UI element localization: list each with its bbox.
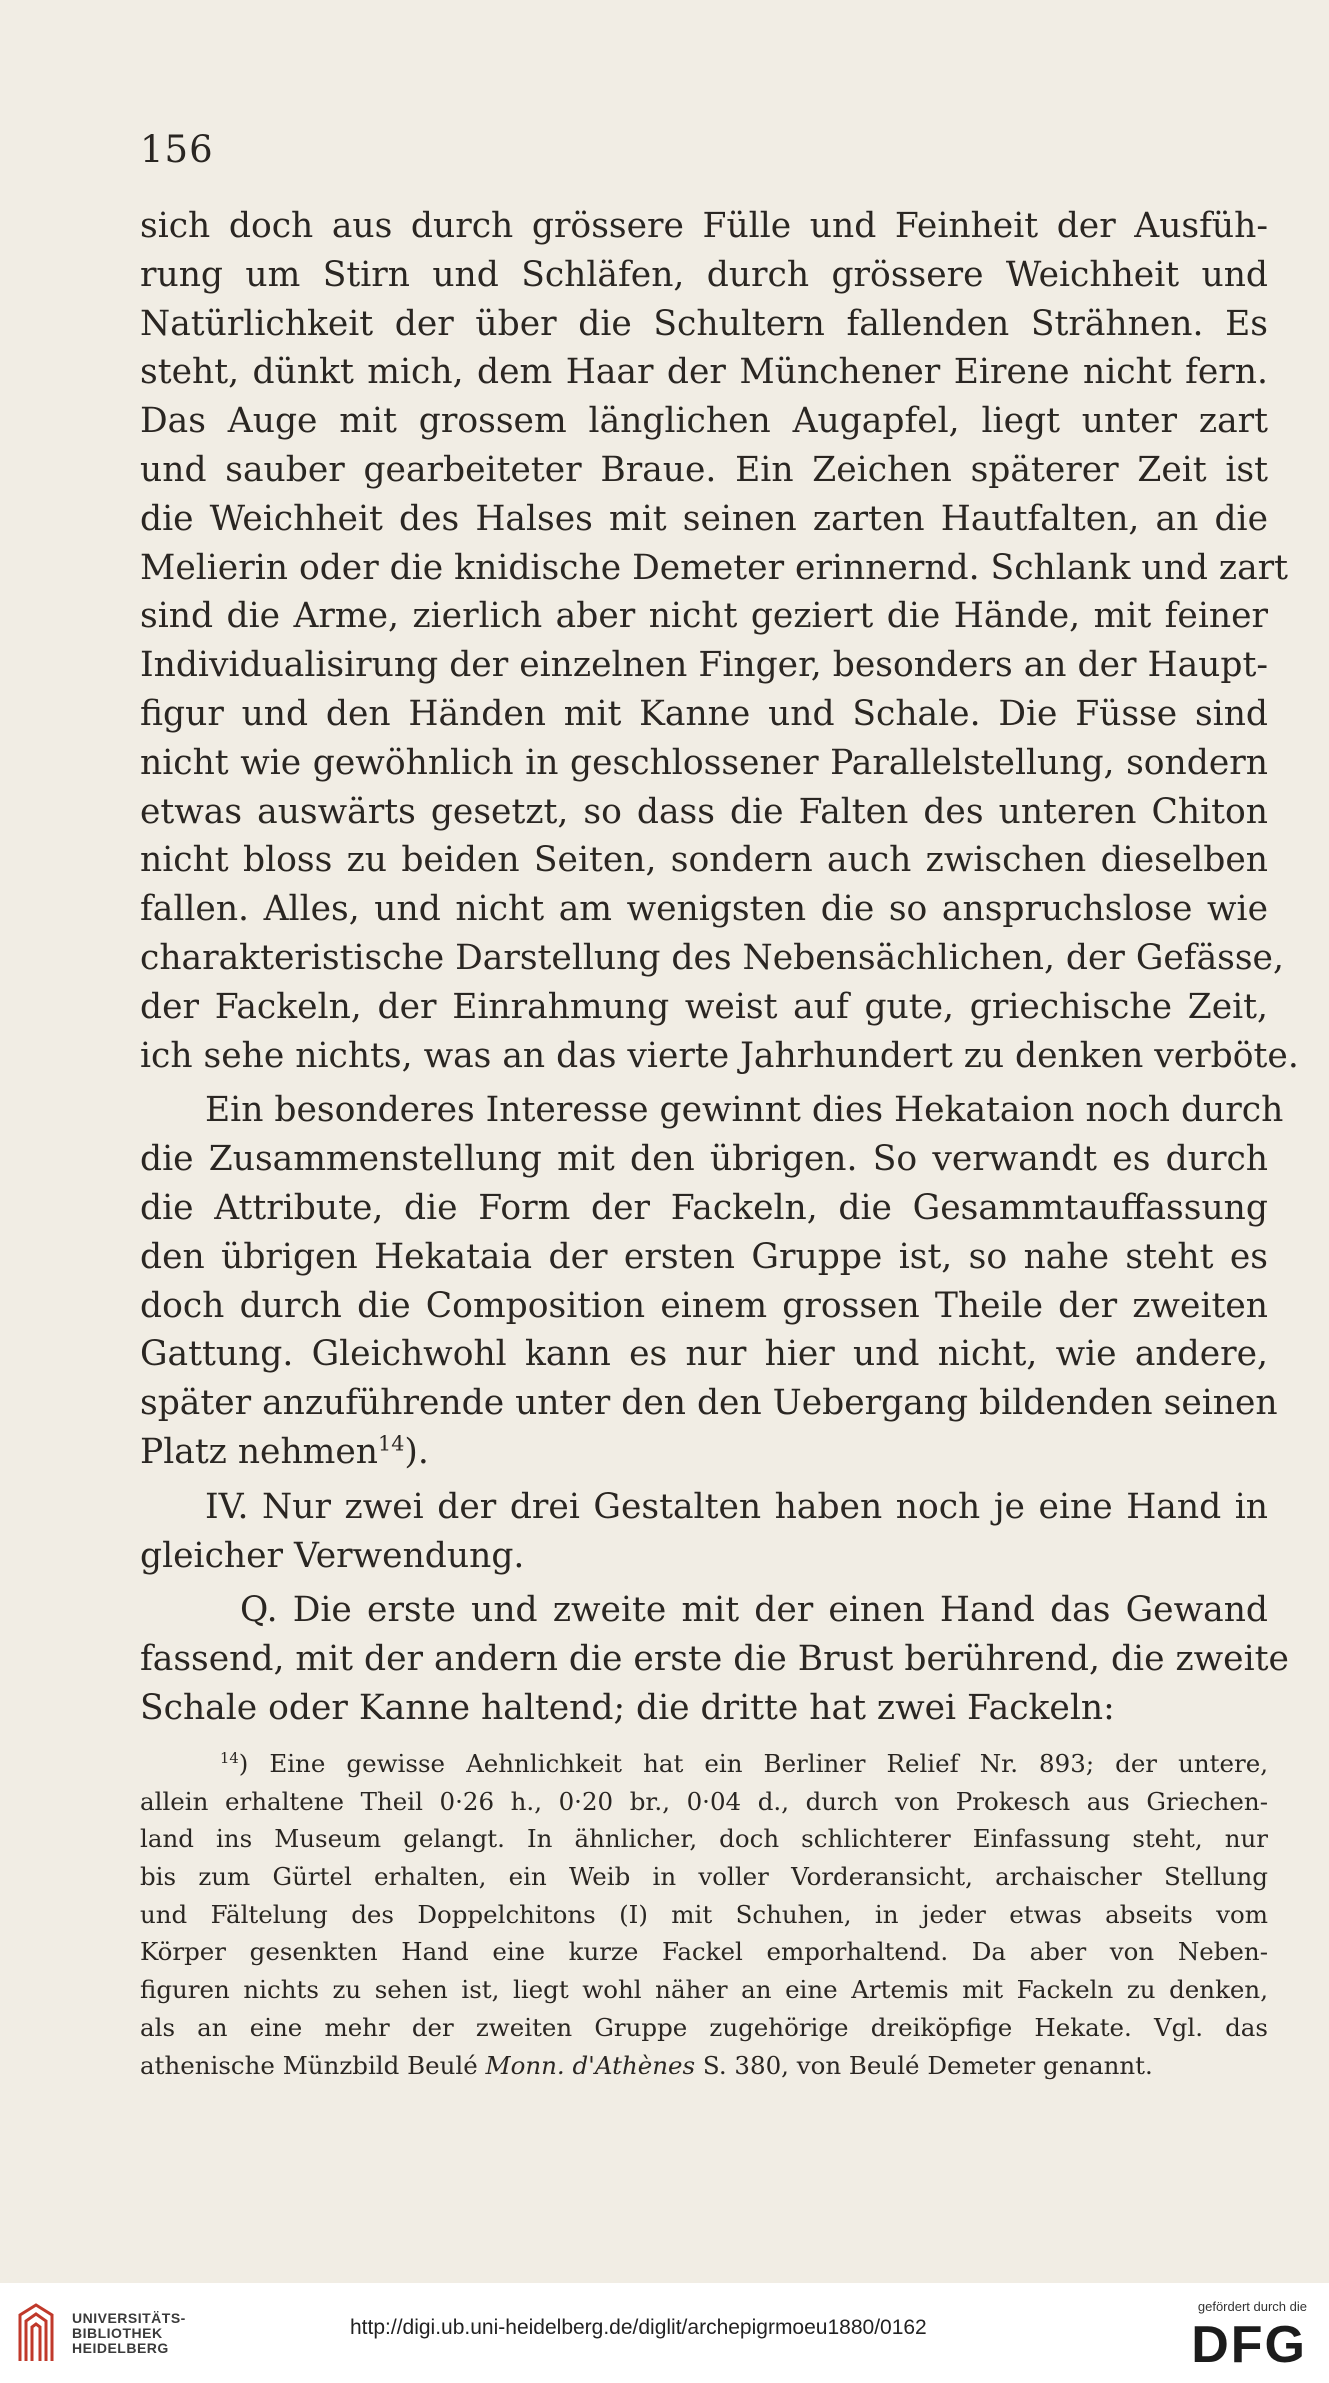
footnote-line: athenische Münzbild Beulé Monn. d'Athènes S. 380, von Beulé Demeter genannt. [140, 2050, 1153, 2080]
text-line: die Weichheit des Halses mit seinen zarten Hautfalten, an die [140, 498, 1268, 539]
text-line: Ein besonderes Interesse gewinnt dies Hekataion noch durch [205, 1090, 1284, 1131]
footnote-line: als an eine mehr der zweiten Gruppe zugehörige dreiköpfige Hekate. Vgl. das [140, 2012, 1268, 2042]
text-line: rung um Stirn und Schläfen, durch grössere Weichheit und [140, 254, 1268, 295]
page-number: 156 [140, 128, 214, 171]
text-line: gleicher Verwendung. [140, 1535, 525, 1576]
footnote-line: figuren nichts zu sehen ist, liegt wohl näher an eine Artemis mit Fackeln zu denken, [140, 1975, 1268, 2005]
text-line: ich sehe nichts, was an das vierte Jahrhundert zu denken verböte. [140, 1035, 1299, 1076]
footnote-line: land ins Museum gelangt. In ähnlicher, doch schlichterer Einfassung steht, nur [140, 1824, 1268, 1854]
text-line: nicht bloss zu beiden Seiten, sondern auch zwischen dieselben [140, 840, 1268, 881]
text-line: charakteristische Darstellung des Nebensächlichen, der Gefässe, [140, 937, 1284, 978]
footnote-marker: 14 [220, 1749, 239, 1767]
dfg-logo-icon[interactable]: DFG [1191, 2316, 1307, 2374]
paragraph-1 [140, 202, 1299, 1080]
text-line: sind die Arme, zierlich aber nicht geziert die Hände, mit feiner [140, 596, 1268, 637]
text-line: doch durch die Composition einem grossen Theile der zweiten [140, 1285, 1268, 1326]
footer-bar [0, 2283, 1329, 2383]
paragraph-4 [140, 1586, 1289, 1732]
text-line: Das Auge mit grossem länglichen Augapfel, liegt unter zart [140, 401, 1268, 442]
text-line: den übrigen Hekataia der ersten Gruppe ist, so nahe steht es [140, 1236, 1268, 1277]
paragraph-3 [140, 1483, 1268, 1581]
text-line: Q. Die erste und zweite mit der einen Hand das Gewand [240, 1590, 1268, 1631]
text-line: Individualisirung der einzelnen Finger, besonders an der Haupt- [140, 645, 1268, 686]
text-line: nicht wie gewöhnlich in geschlossener Parallelstellung, sondern [140, 742, 1268, 783]
text-line: IV. Nur zwei der drei Gestalten haben noch je eine Hand in [205, 1486, 1268, 1527]
funded-by-label: gefördert durch die [1197, 2299, 1307, 2314]
body-text [140, 202, 1299, 1733]
heidelberg-library-logo-icon[interactable] [14, 2301, 58, 2365]
footnote-line: Körper gesenkten Hand eine kurze Fackel emporhaltend. Da aber von Neben- [140, 1937, 1268, 1967]
text-line: später anzuführende unter den den Uebergang bildenden seinen [140, 1383, 1278, 1424]
footnote-line: bis zum Gürtel erhalten, ein Weib in voller Vorderansicht, archaischer Stellung [140, 1862, 1268, 1892]
text-line: die Attribute, die Form der Fackeln, die Gesammtauffassung [140, 1187, 1268, 1228]
text-line: und sauber gearbeiteter Braue. Ein Zeichen späterer Zeit ist [140, 449, 1268, 490]
text-line: sich doch aus durch grössere Fülle und Feinheit der Ausfüh- [140, 206, 1268, 246]
text-line: der Fackeln, der Einrahmung weist auf gute, griechische Zeit, [140, 986, 1268, 1027]
footnote-line: allein erhaltene Theil 0·26 h., 0·20 br., 0·04 d., durch von Prokesch aus Griechen- [140, 1786, 1268, 1816]
footnote-line: und Fältelung des Doppelchitons (I) mit Schuhen, in jeder etwas abseits vom [140, 1899, 1268, 1929]
text-line: die Zusammenstellung mit den übrigen. So verwandt es durch [140, 1139, 1268, 1180]
footnote-14 [140, 1745, 1268, 2084]
text-line: fallen. Alles, und nicht am wenigsten die so anspruchslose wie [140, 889, 1268, 930]
text-line: Melierin oder die knidische Demeter erinnernd. Schlank und zart [140, 547, 1289, 588]
footnote-line: $^{14}$) Eine gewisse Aehnlichkeit hat ein Berliner Relief Nr. 893; der untere, [220, 1749, 1268, 1778]
text-line: Gattung. Gleichwohl kann es nur hier und nicht, wie andere, [140, 1334, 1268, 1375]
text-line: figur und den Händen mit Kanne und Schale. Die Füsse sind [140, 693, 1268, 734]
text-line: Natürlichkeit der über die Schultern fallenden Strähnen. Es [140, 303, 1268, 344]
text-line: fassend, mit der andern die erste die Brust berührend, die zweite [140, 1639, 1289, 1680]
text-line: Schale oder Kanne haltend; die dritte hat zwei Fackeln: [140, 1687, 1115, 1728]
text-line: Platz nehmen$^{14}$). [140, 1431, 429, 1472]
footnote-reference[interactable]: 14 [378, 1431, 405, 1456]
text-line: steht, dünkt mich, dem Haar der Münchener Eirene nicht fern. [140, 352, 1268, 393]
text-line: etwas auswärts gesetzt, so dass die Falten des unteren Chiton [140, 791, 1268, 832]
paragraph-2 [140, 1086, 1284, 1476]
document-url-link[interactable]: http://digi.ub.uni-heidelberg.de/diglit/archepigrmoeu1880/0162 [350, 2316, 927, 2339]
library-name: UNIVERSITÄTS- BIBLIOTHEK HEIDELBERG [72, 2310, 186, 2356]
